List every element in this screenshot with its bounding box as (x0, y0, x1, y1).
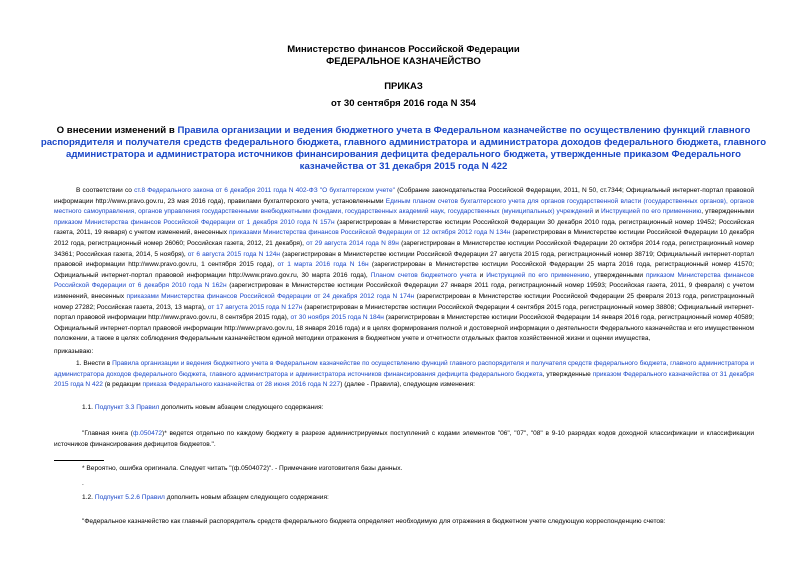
preamble-text: (зарегистрирован в Министерстве юстиции Российской Федерации 20 октября 2014 года, регистрационный номер 34361; Российская газета, 2014, 5 ноября), (54, 239, 754, 258)
document-date: от 30 сентября 2016 года N 354 (331, 98, 476, 109)
item-1-text: ) (далее - Правила), следующие изменения: (340, 381, 475, 389)
order-word: приказываю: (54, 348, 94, 355)
quote-1-text: "Главная книга ( (82, 430, 133, 437)
preamble-text: (зарегистрирован в Министерстве юстиции Российской Федерации 25 марта 2016 года, регистрационный номер 41570; Официальный интернет-портал правовой информации http://www.pravo.gov.ru, 30 марта 2016 года), (54, 261, 755, 279)
instruction-link[interactable]: Инструкцией по его применению (600, 208, 702, 216)
item-1-paragraph (54, 359, 754, 391)
order-162n-link[interactable]: приказом Министерства финансов Российской Федерации от 6 декабря 2010 года N 162н (54, 271, 754, 290)
subitem-3-3-link[interactable]: Подпункт 3.3 Правил (94, 404, 160, 411)
quote-1-text: )* ведется отдельно по каждому бюджету в разрезе администрируемых поступлений с кодами элементов "06", "07", "08" в 9-10 разрядах кодов доходной классификации и классификации источников финансирования дефицитов бюджетов.". (54, 430, 754, 448)
preamble-text: (зарегистрирован в Министерстве юстиции Российской Федерации 27 августа 2015 года, регистрационный номер 38719; Официальный интернет-портал правовой информации http://www.pravo.gov.ru, 1 сентября 2015 года), (54, 250, 754, 269)
order-422-link[interactable]: приказом Федерального казначейства от 31 декабря 2015 года N 422 (54, 370, 754, 389)
ministry-name: Министерство финансов Российской Федерации (287, 44, 520, 55)
order-134n-link[interactable]: приказами Министерства финансов Российской Федерации от 12 октября 2012 года N 134н (229, 229, 511, 237)
budget-chart-of-accounts-link[interactable]: Планом счетов бюджетного учета (370, 271, 477, 279)
footnote: * Вероятно, ошибка оригинала. Следует читать "(ф.0504072)". - Примечание изготовителя базы данных. (82, 465, 403, 472)
order-124n-link[interactable]: от 6 августа 2015 года N 124н (187, 250, 280, 258)
instruction-link-2[interactable]: Инструкцией по его применению (486, 271, 590, 279)
order-127n-link[interactable]: от 17 августа 2015 года N 127н (207, 303, 303, 311)
preamble-text: и (476, 271, 487, 279)
item-1-1-text: дополнить новым абзацем следующего содержания: (159, 404, 324, 411)
rules-link[interactable]: Правила организации и ведения бюджетного учета в Федеральном казначействе по осуществлению функций главного распорядителя и получателя средств федерального бюджета, главного администратора и администратора доходов федерального бюджета, главного администратора и администратора источников финансирования дефицита федерального бюджета (54, 360, 754, 378)
preamble-text: и (593, 208, 601, 216)
footnote-dot: . (82, 480, 84, 487)
preamble-text: , утвержденными (701, 208, 754, 216)
preamble-paragraph (54, 186, 754, 345)
order-184n-link[interactable]: от 30 ноября 2015 года N 184н (290, 314, 384, 322)
preamble-text: (зарегистрирован в Министерстве юстиции Российской Федерации 27 января 2011 года, регистрационный номер 19593; Российская газета, 2011, 9 февраля) с учетом изменений, внесенных (54, 282, 754, 300)
item-1-2-number: 1.2. (82, 494, 95, 501)
title-rules-link[interactable]: Правила организации и ведения бюджетного учета в Федеральном казначействе по осуществлению функций главного распорядителя и получателя средств федерального бюджета, главного администратора и администратора доходов федерального бюджета, главного администратора и администратора источников финансирования дефицита федерального бюджета, утвержденные приказом Федерального казначейства от 31 декабря 2015 года N 422 (40, 125, 767, 172)
preamble-text: (зарегистрирован в Министерстве юстиции Российской Федерации 25 февраля 2013 года, регистрационный номер 27282; Российская газета, 2013, 13 марта), (54, 292, 755, 311)
preamble-text: (зарегистрирован в Министерстве юстиции Российской Федерации 30 декабря 2010 года, регистрационный номер 19452; Российская газета, 2011, 19 января) с учетом изменений, внесенных (54, 218, 754, 237)
footnote-separator (54, 460, 104, 461)
item-1-1-number: 1.1. (82, 404, 95, 411)
item-1-text: 1. Внести в (76, 360, 113, 367)
item-1-text: (в редакции (102, 381, 143, 389)
subitem-5-2-6-link[interactable]: Подпункт 5.2.6 Правил (94, 494, 165, 501)
agency-name: ФЕДЕРАЛЬНОЕ КАЗНАЧЕЙСТВО (326, 56, 481, 67)
order-16n-link[interactable]: от 1 марта 2016 года N 16н (277, 261, 369, 269)
preamble-text: (Собрание законодательства Российской Федерации, 2011, N 50, ст.7344; Официальный интернет-портал правовой информации http://www.pravo.gov.ru, 23 мая 2016 года), правилами бухгалтерского учета, установленными (54, 187, 754, 205)
quote-2: "Федеральное казначейство как главный распорядитель средств федерального бюджета определяет необходимую для отражения в бюджетном учете следующую корреспонденцию счетов: (82, 518, 666, 525)
preamble-text: (зарегистрирован в Министерстве юстиции Российской Федерации 4 сентября 2015 года, регистрационный номер 38808; Официальный интернет-портал правовой информации http://www.pravo.gov.ru, 8 сентября 2015 года), (54, 303, 754, 322)
quote-1 (54, 429, 754, 450)
item-1-2 (82, 493, 329, 503)
preamble-text: (зарегистрирован в Министерстве юстиции Российской Федерации 10 декабря 2012 года, регистрационный номер 26060; Российская газета, 2012, 21 декабря), (54, 229, 754, 247)
title-text: О внесении изменений в (56, 125, 178, 136)
preamble-text: (зарегистрирован в Министерстве юстиции Российской Федерации 14 января 2016 года, регистрационный номер 40589; Официальный интернет-портал правовой информации http://www.pravo.gov.ru, 18 января 2016 года) и в целях формирования полной и достоверной информации о деятельности Федерального казначейства и его имущественном положении, а также в целях соблюдения Федеральным казначейством единой методики отражения в бюджетном учете и отчетности отдельных фактов хозяйственной жизни и оценки имущества, (54, 314, 754, 343)
unified-chart-of-accounts-link[interactable]: Единым планом счетов бухгалтерского учета для органов государственной власти (государственных органов), органов местного самоуправления, органов управления государственными внебюджетными фондами, государственных академий наук, государственных (муниципальных) учреждений (54, 197, 754, 216)
document-title (40, 125, 767, 173)
item-1-text: , утвержденные (542, 370, 593, 378)
form-050472-link[interactable]: ф.050472 (132, 430, 163, 437)
preamble-text: В соответствии со (76, 187, 135, 194)
order-227-link[interactable]: приказа Федерального казначейства от 28 июня 2016 года N 227 (142, 381, 341, 389)
item-1-2-text: дополнить новым абзацем следующего содержания: (164, 494, 329, 501)
preamble-text: , утвержденными (589, 271, 646, 279)
order-89n-link[interactable]: от 29 августа 2014 года N 89н (306, 239, 399, 247)
order-157n-link[interactable]: приказом Министерства финансов Российской Федерации от 1 декабря 2010 года N 157н (54, 218, 335, 226)
document-type: ПРИКАЗ (384, 81, 423, 92)
order-174n-link[interactable]: приказами Министерства финансов Российской Федерации от 24 декабря 2012 года N 174н (126, 292, 415, 300)
law-402fz-link[interactable]: ст.8 Федерального закона от 6 декабря 2011 года N 402-ФЗ "О бухгалтерском учете" (134, 187, 395, 194)
item-1-1 (82, 403, 323, 413)
